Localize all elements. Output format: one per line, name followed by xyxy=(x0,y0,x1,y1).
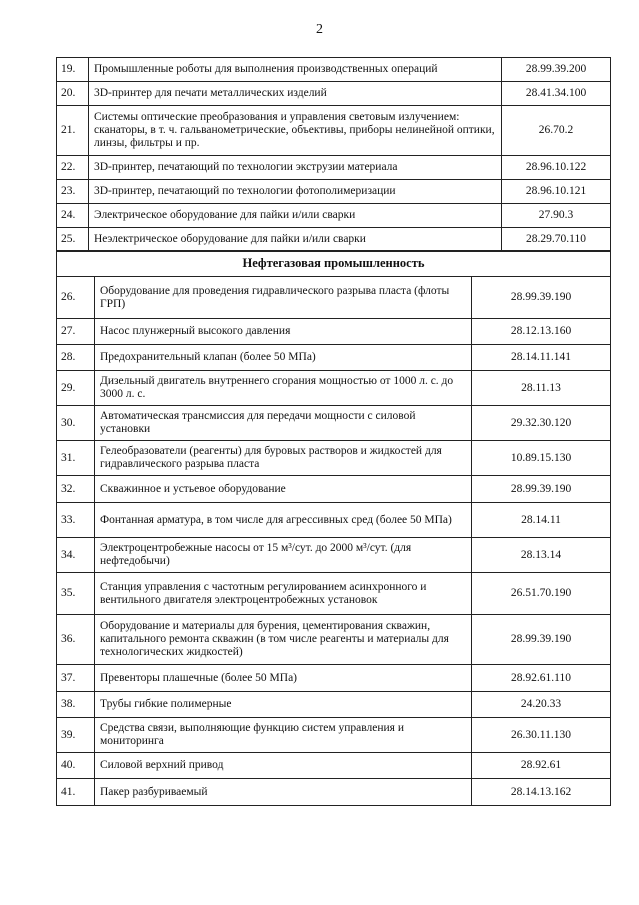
row-number: 34. xyxy=(57,538,95,573)
row-number: 25. xyxy=(57,228,89,252)
table-row xyxy=(57,753,611,779)
item-code: 28.12.13.160 xyxy=(472,319,611,345)
item-code: 28.29.70.110 xyxy=(502,228,611,252)
item-name: 3D-принтер, печатающий по технологии фотополимеризации xyxy=(89,180,502,204)
item-name: 3D-принтер для печати металлических изделий xyxy=(89,82,502,106)
item-code: 26.70.2 xyxy=(502,106,611,156)
item-name: Насос плунжерный высокого давления xyxy=(95,319,472,345)
table-row xyxy=(57,538,611,573)
item-code: 28.14.11.141 xyxy=(472,345,611,371)
item-name: Предохранительный клапан (более 50 МПа) xyxy=(95,345,472,371)
table-row xyxy=(57,615,611,665)
row-number: 39. xyxy=(57,718,95,753)
row-number: 41. xyxy=(57,779,95,806)
table-row xyxy=(57,573,611,615)
item-name: Станция управления с частотным регулированием асинхронного и вентильного двигателя электроцентробежных установок xyxy=(95,573,472,615)
item-name: Оборудование и материалы для бурения, цементирования скважин, капитального ремонта скважин (в том числе реагенты и материалы для технологических жидкостей) xyxy=(95,615,472,665)
table-row xyxy=(57,503,611,538)
item-code: 28.96.10.122 xyxy=(502,156,611,180)
section-title: Нефтегазовая промышленность xyxy=(57,251,611,277)
row-number: 24. xyxy=(57,204,89,228)
page-number: 2 xyxy=(316,22,323,37)
row-number: 23. xyxy=(57,180,89,204)
item-name: Силовой верхний привод xyxy=(95,753,472,779)
item-code: 28.96.10.121 xyxy=(502,180,611,204)
row-number: 30. xyxy=(57,406,95,441)
item-name: Средства связи, выполняющие функцию систем управления и мониторинга xyxy=(95,718,472,753)
row-number: 36. xyxy=(57,615,95,665)
table-row xyxy=(57,156,611,180)
row-number: 40. xyxy=(57,753,95,779)
table-row xyxy=(57,441,611,476)
equipment-table-oilgas xyxy=(56,250,611,806)
item-name: Пакер разбуриваемый xyxy=(95,779,472,806)
item-name: Дизельный двигатель внутреннего сгорания мощностью от 1000 л. с. до 3000 л. с. xyxy=(95,371,472,406)
item-name: Скважинное и устьевое оборудование xyxy=(95,476,472,503)
row-number: 31. xyxy=(57,441,95,476)
item-name: Превенторы плашечные (более 50 МПа) xyxy=(95,665,472,692)
table-row xyxy=(57,82,611,106)
item-code: 28.14.11 xyxy=(472,503,611,538)
item-code: 24.20.33 xyxy=(472,692,611,718)
table-row xyxy=(57,476,611,503)
item-name: Промышленные роботы для выполнения производственных операций xyxy=(89,58,502,82)
row-number: 19. xyxy=(57,58,89,82)
row-number: 33. xyxy=(57,503,95,538)
item-name: 3D-принтер, печатающий по технологии экструзии материала xyxy=(89,156,502,180)
table-row xyxy=(57,58,611,82)
row-number: 35. xyxy=(57,573,95,615)
row-number: 28. xyxy=(57,345,95,371)
table-row xyxy=(57,106,611,156)
item-name: Гелеобразователи (реагенты) для буровых растворов и жидкостей для гидравлического разрыва пласта xyxy=(95,441,472,476)
item-code: 28.11.13 xyxy=(472,371,611,406)
table-row xyxy=(57,371,611,406)
item-code: 28.14.13.162 xyxy=(472,779,611,806)
item-name: Автоматическая трансмиссия для передачи мощности с силовой установки xyxy=(95,406,472,441)
item-name: Системы оптические преобразования и управления световым излучением: сканаторы, в т. ч. гальванометрические, объективы, приборы нелинейной оптики, линзы, фильтры и пр. xyxy=(89,106,502,156)
section-header-row xyxy=(57,251,611,277)
item-code: 28.13.14 xyxy=(472,538,611,573)
equipment-table-top xyxy=(56,57,611,252)
table-row xyxy=(57,228,611,252)
item-name: Оборудование для проведения гидравлического разрыва пласта (флоты ГРП) xyxy=(95,277,472,319)
row-number: 22. xyxy=(57,156,89,180)
row-number: 20. xyxy=(57,82,89,106)
item-name: Фонтанная арматура, в том числе для агрессивных сред (более 50 МПа) xyxy=(95,503,472,538)
row-number: 27. xyxy=(57,319,95,345)
item-code: 10.89.15.130 xyxy=(472,441,611,476)
item-name: Неэлектрическое оборудование для пайки и/или сварки xyxy=(89,228,502,252)
table-row xyxy=(57,779,611,806)
row-number: 29. xyxy=(57,371,95,406)
row-number: 38. xyxy=(57,692,95,718)
row-number: 21. xyxy=(57,106,89,156)
item-code: 28.99.39.190 xyxy=(472,476,611,503)
table-row xyxy=(57,665,611,692)
row-number: 37. xyxy=(57,665,95,692)
row-number: 26. xyxy=(57,277,95,319)
table-row xyxy=(57,345,611,371)
item-code: 26.30.11.130 xyxy=(472,718,611,753)
item-code: 28.41.34.100 xyxy=(502,82,611,106)
table-row xyxy=(57,277,611,319)
table-row xyxy=(57,692,611,718)
table-row xyxy=(57,204,611,228)
item-code: 26.51.70.190 xyxy=(472,573,611,615)
table-row xyxy=(57,319,611,345)
item-code: 28.99.39.200 xyxy=(502,58,611,82)
item-name: Электроцентробежные насосы от 15 м³/сут. до 2000 м³/сут. (для нефтедобычи) xyxy=(95,538,472,573)
item-code: 28.99.39.190 xyxy=(472,277,611,319)
item-name: Трубы гибкие полимерные xyxy=(95,692,472,718)
table-row xyxy=(57,718,611,753)
row-number: 32. xyxy=(57,476,95,503)
item-code: 28.92.61 xyxy=(472,753,611,779)
item-code: 29.32.30.120 xyxy=(472,406,611,441)
item-code: 27.90.3 xyxy=(502,204,611,228)
item-code: 28.99.39.190 xyxy=(472,615,611,665)
table-row xyxy=(57,406,611,441)
item-name: Электрическое оборудование для пайки и/или сварки xyxy=(89,204,502,228)
table-row xyxy=(57,180,611,204)
item-code: 28.92.61.110 xyxy=(472,665,611,692)
